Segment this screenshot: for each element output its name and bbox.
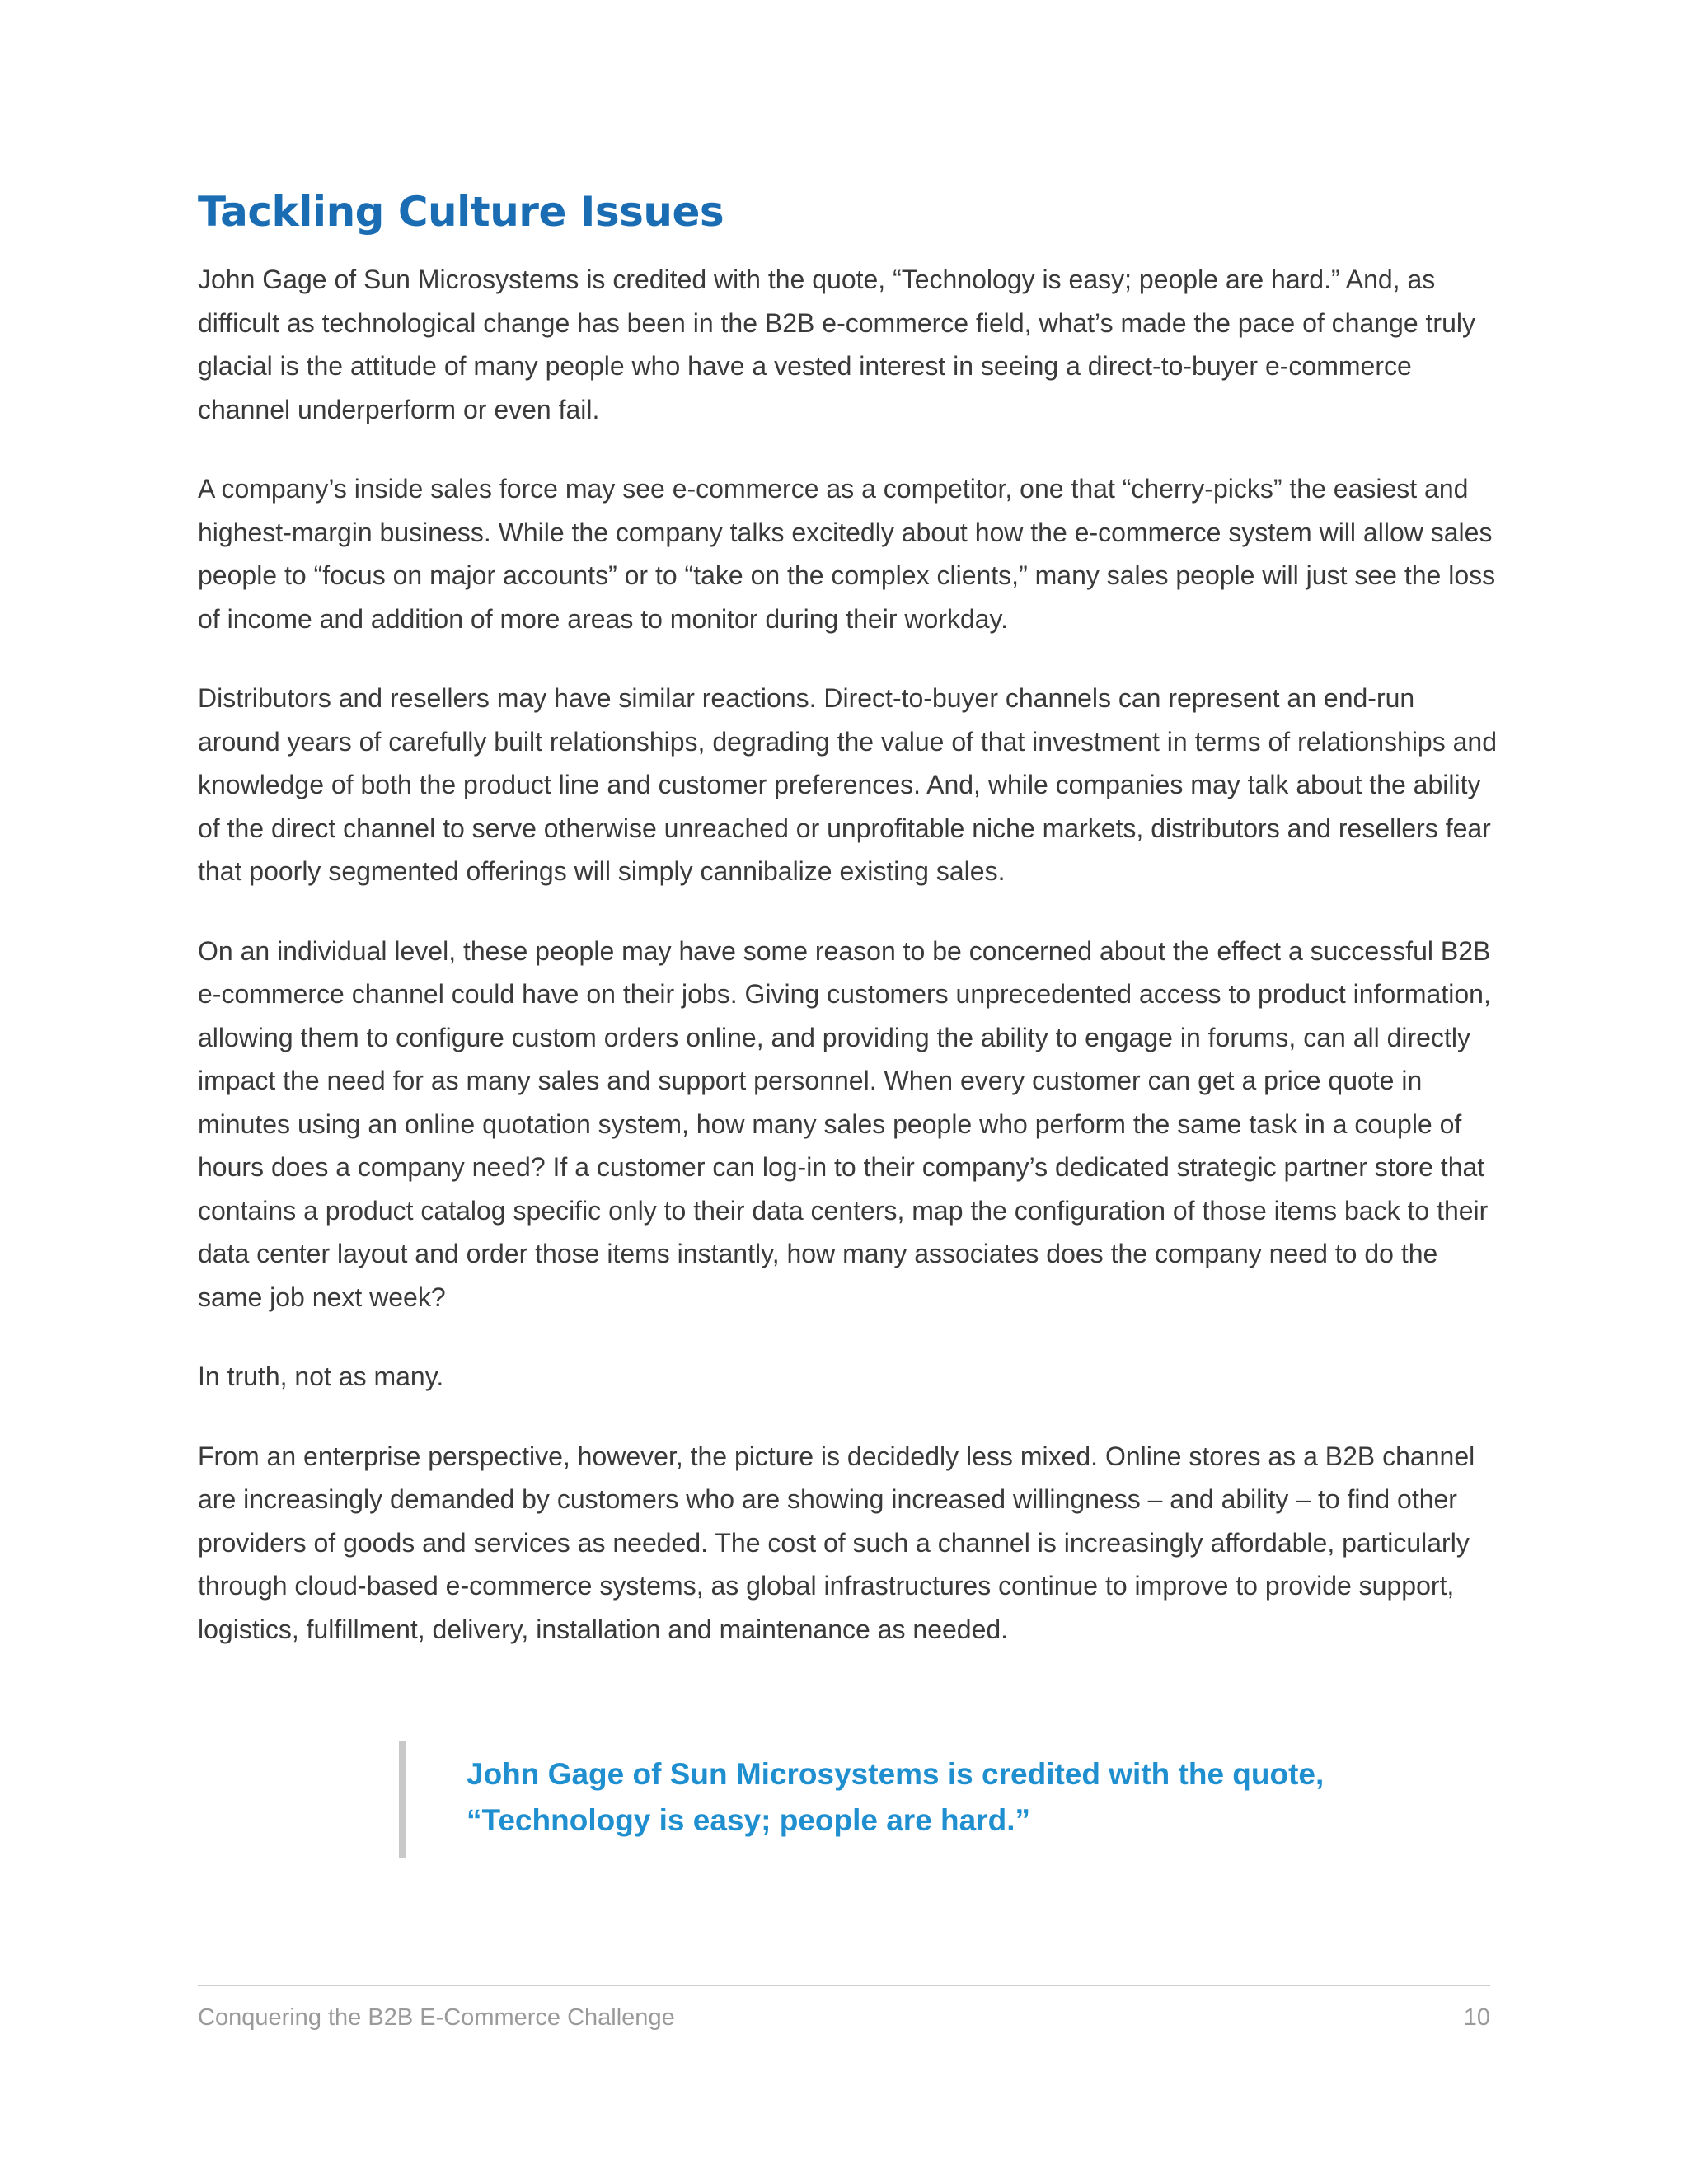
paragraph-3: Distributors and resellers may have similar reactions. Direct-to-buyer channels can represent an end-run around years of carefully built relationships, degrading the value of that investment in terms of relationships and knowledge of both the product line and customer preferences. And, while companies may talk about the ability of the direct channel to serve otherwise unreached or unprofitable niche markets, distributors and resellers fear that poorly segmented offerings will simply cannibalize existing sales.	[198, 683, 1497, 886]
page-number: 10	[1463, 2004, 1490, 2031]
footer-divider	[198, 1985, 1490, 1986]
section-heading: Tackling Culture Issues	[198, 188, 724, 236]
pull-quote-line-1: John Gage of Sun Microsystems is credited with the quote,	[467, 1757, 1325, 1791]
pull-quote	[399, 1741, 1388, 1858]
paragraph-1: John Gage of Sun Microsystems is credited with the quote, “Technology is easy; people are hard.” And, as difficult as technological change has been in the B2B e-commerce field, what’s made the pace of change truly glacial is the attitude of many people who have a vested interest in seeing a direct-to-buyer e-commerce channel underperform or even fail.	[198, 265, 1475, 424]
paragraph-2: A company’s inside sales force may see e-commerce as a competitor, one that “cherry-picks” the easiest and highest-margin business. While the company talks excitedly about how the e-commerce system will allow sales people to “focus on major accounts” or to “take on the complex clients,” many sales people will just see the loss of income and addition of more areas to monitor during their workday.	[198, 474, 1496, 634]
paragraph-4: On an individual level, these people may have some reason to be concerned about the effect a successful B2B e-commerce channel could have on their jobs. Giving customers unprecedented access to product information, allowing them to configure custom orders online, and providing the ability to engage in forums, can all directly impact the need for as many sales and support personnel. When every customer can get a price quote in minutes using an online quotation system, how many sales people who perform the same task in a couple of hours does a company need? If a customer can log-in to their company’s dedicated strategic partner store that contains a product catalog specific only to their data centers, map the configuration of those items back to their data center layout and order those items instantly, how many associates does the company need to do the same job next week?	[198, 935, 1491, 1312]
pull-quote-bar	[399, 1741, 406, 1858]
paragraph-5: In truth, not as many.	[198, 1361, 444, 1391]
pull-quote-line-2: “Technology is easy; people are hard.”	[467, 1803, 1031, 1837]
footer-title: Conquering the B2B E-Commerce Challenge	[198, 2004, 675, 2031]
pull-quote-text	[467, 1751, 1373, 1844]
body-text	[198, 258, 1500, 1687]
paragraph-6: From an enterprise perspective, however, the picture is decidedly less mixed. Online stores as a B2B channel are increasingly demanded by customers who are showing increased willingness – and ability – to find other providers of goods and services as needed. The cost of such a channel is increasingly affordable, particularly through cloud-based e-commerce systems, as global infrastructures continue to improve to provide support, logistics, fulfillment, delivery, installation and maintenance as needed.	[198, 1441, 1475, 1644]
